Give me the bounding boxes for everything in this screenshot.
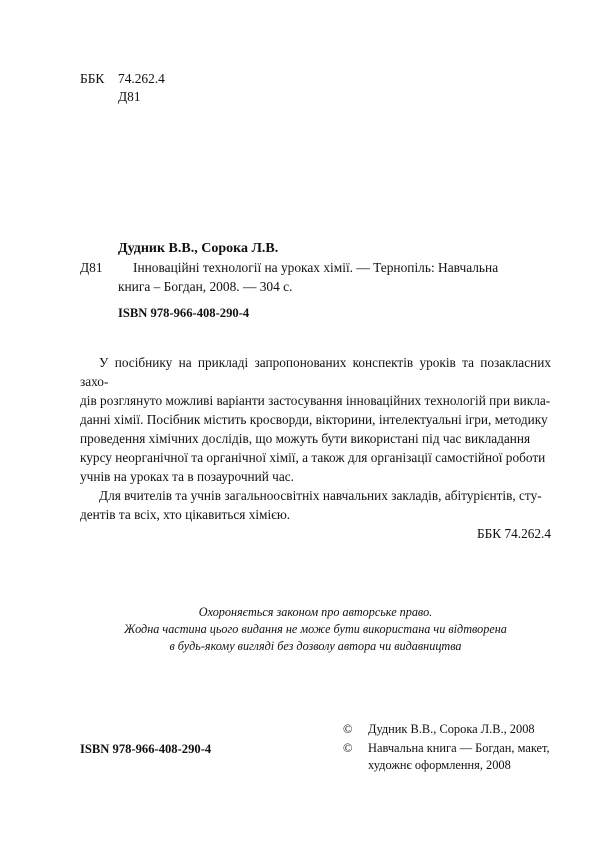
authors: Дудник В.В., Сорока Л.В. <box>118 241 279 256</box>
legal-line-3: в будь-якому вигляді без дозволу автора чи видавництва <box>169 639 462 653</box>
legal-line-2: Жодна частина цього видання не може бути використана чи відтворена <box>124 622 507 636</box>
annotation <box>80 353 551 543</box>
legal-notice <box>80 604 551 655</box>
annotation-line: проведення хімічних дослідів, що можуть бути використані під час викладання <box>80 431 531 446</box>
footer-isbn: ISBN 978-966-408-290-4 <box>80 742 212 756</box>
bib-description-line-1: Інноваційні технології на уроках хімії. — Тернопіль: Навчальна <box>133 260 499 275</box>
annotation-line: данні хімії. Посібник містить кросворди, вікторини, інтелектуальні ігри, методику <box>80 412 548 427</box>
bib-description-line-2: книга – Богдан, 2008. — 304 с. <box>118 279 293 294</box>
copyright-line-1: Дудник В.В., Сорока Л.В., 2008 <box>368 722 535 736</box>
annotation-line: учнів на уроках та в позаурочний час. <box>80 469 294 484</box>
annotation-line: У посібнику на прикладі запропонованих конспектів уроків та позакласних захо- <box>80 355 551 389</box>
copyright-line-2: Навчальна книга — Богдан, макет, <box>368 741 550 755</box>
copyright-sign-1: © <box>343 722 353 736</box>
annotation-bbk: ББК 74.262.4 <box>476 526 551 541</box>
bib-isbn: ISBN 978-966-408-290-4 <box>118 306 250 320</box>
annotation-line: курсу неорганічної та органічної хімії, а також для організації самостійної роботи <box>80 450 546 465</box>
bbk-label: ББК <box>80 71 105 86</box>
annotation-line: Для вчителів та учнів загальноосвітніх навчальних закладів, абітурієнтів, сту- <box>99 488 542 503</box>
bbk-code: 74.262.4 <box>118 71 165 86</box>
annotation-line: дів розглянуто можливі варіанти застосування інноваційних технологій при викла- <box>80 393 551 408</box>
legal-line-1: Охороняється законом про авторське право. <box>198 605 433 619</box>
author-mark: Д81 <box>118 89 141 104</box>
copyright-line-3: художнє оформлення, 2008 <box>368 758 511 772</box>
bib-mark: Д81 <box>80 260 103 275</box>
copyright-sign-2: © <box>343 741 353 755</box>
annotation-line: дентів та всіх, хто цікавиться хімією. <box>80 507 291 522</box>
